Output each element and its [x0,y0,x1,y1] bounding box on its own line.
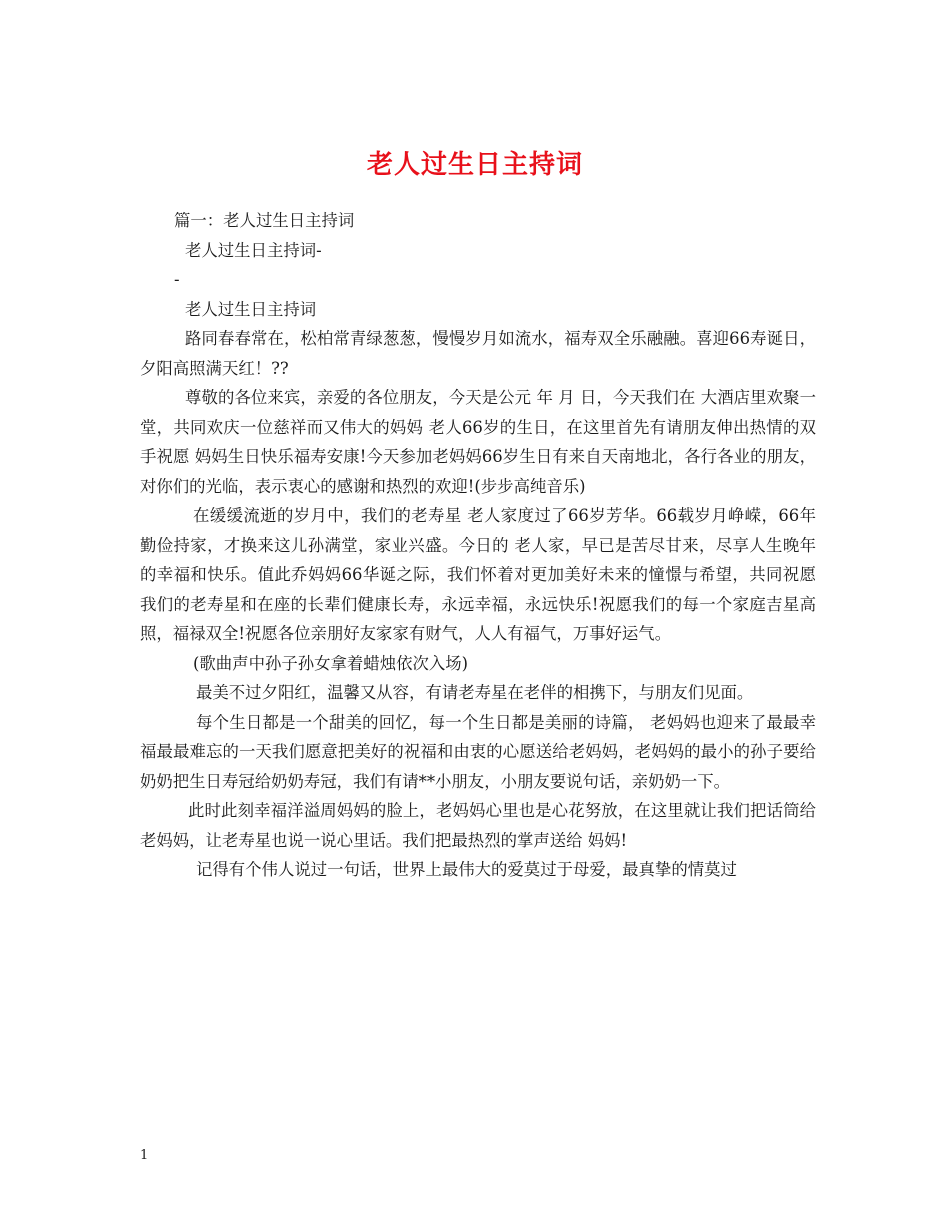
paragraph: 最美不过夕阳红，温馨又从容，有请老寿星在老伴的相携下，与朋友们见面。 [196,683,754,702]
document-body [140,206,816,885]
paragraph: 此时此刻幸福洋溢周妈妈的脸上，老妈妈心里也是心花努放，在这里就让我们把话筒给老妈妈，让老寿星也说一说心里话。我们把最热烈的掌声送给 妈妈! [140,801,816,850]
section-heading: 篇一：老人过生日主持词 [174,211,355,230]
page-number: 1 [140,1148,149,1163]
paragraph: 路同春春常在，松柏常青绿葱葱，慢慢岁月如流水，福寿双全乐融融。喜迎66寿诞日，夕阳高照满天红！?? [140,329,816,378]
paragraph: 每个生日都是一个甜美的回忆，每一个生日都是美丽的诗篇， 老妈妈也迎来了最最幸福最最难忘的一天我们愿意把美好的祝福和由衷的心愿送给老妈妈，老妈妈的最小的孙子要给奶奶把生日寿冠给奶奶寿冠，我们有请**小朋友，小朋友要说句话，亲奶奶一下。 [140,712,816,791]
paragraph: (歌曲声中孙子孙女拿着蜡烛依次入场) [193,653,469,673]
subheading-line: 老人过生日主持词 [185,299,317,319]
document-title: 老人过生日主持词 [366,150,583,181]
paragraph: 在缓缓流逝的岁月中，我们的老寿星 老人家度过了66岁芳华。66载岁月峥嵘，66年勤俭持家，才换来这儿孙满堂，家业兴盛。今日的 老人家，早已是苦尽甘来，尽享人生晚年的幸福和快乐。值此乔妈妈66华诞之际，我们怀着对更加美好未来的憧憬与希望，共同祝愿我们的老寿星和在座的长辈们健康长寿，永远幸福，永远快乐!祝愿我们的每一个家庭吉星高照，福禄双全!祝愿各位亲朋好友家家有财气，人人有福气，万事好运气。 [140,506,816,643]
paragraph: 记得有个伟人说过一句话，世界上最伟大的爱莫过于母爱，最真挚的情莫过 [196,860,737,879]
subheading-line: 老人过生日主持词- [185,240,322,260]
paragraph: 尊敬的各位来宾，亲爱的各位朋友，今天是公元 年 月 日，今天我们在 大酒店里欢聚一堂，共同欢庆一位慈祥而又伟大的妈妈 老人66岁的生日，在这里首先有请朋友伸出热情的双手祝愿 妈妈生日快乐福寿安康!今天参加老妈妈66岁生日有来自天南地北，各行各业的朋友，对你们的光临，表示衷心的感谢和热烈的欢迎!(步步高纯音乐) [140,388,816,496]
dash-line: - [174,270,180,289]
